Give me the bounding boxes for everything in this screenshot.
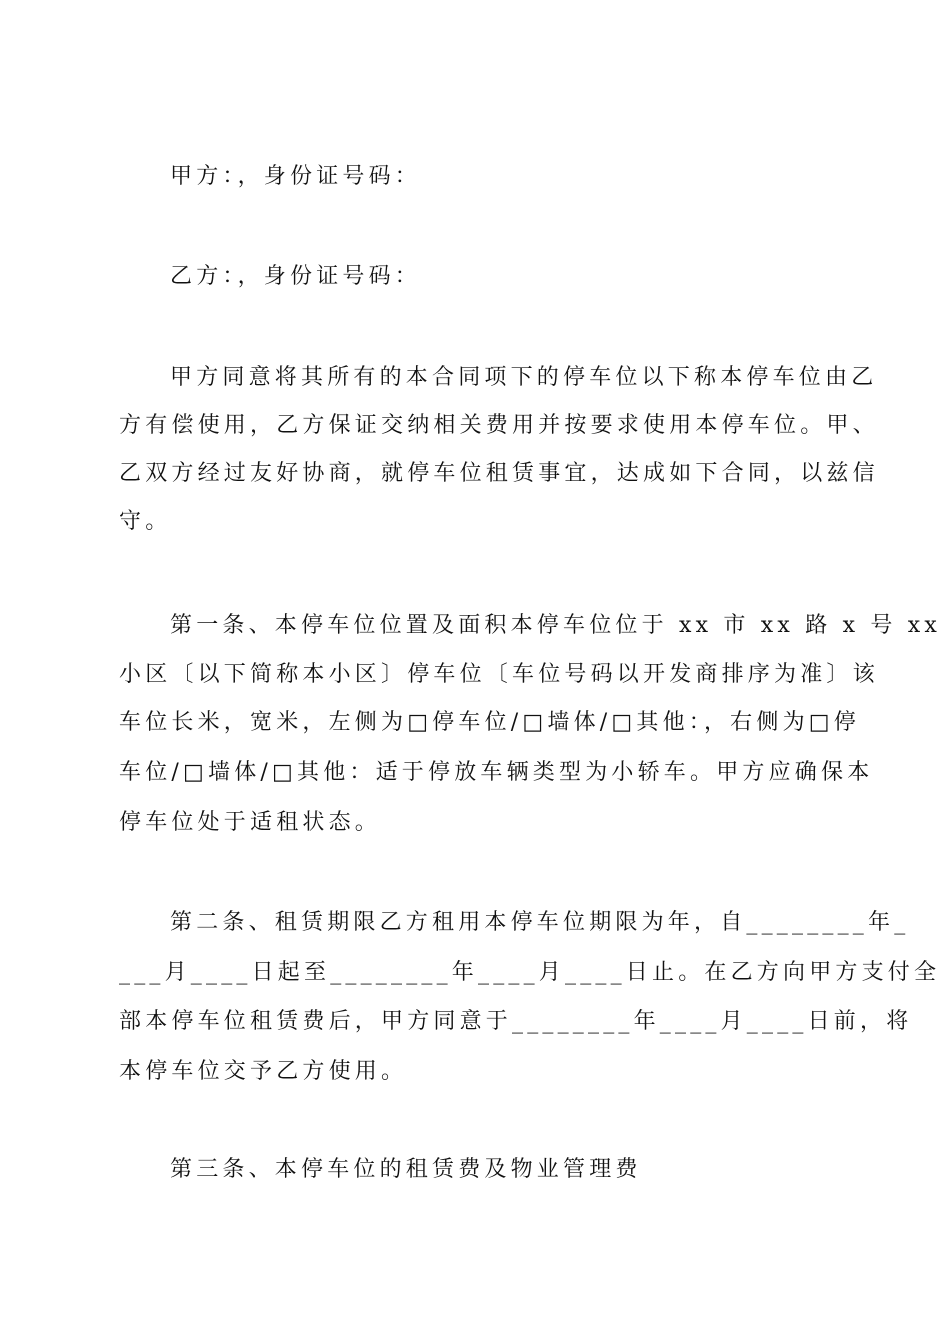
- article-2-line: ___月____日起至________年____月____日止。在乙方向甲方支付全: [119, 960, 941, 985]
- party-a-line: 甲方：，身份证号码：: [170, 164, 422, 189]
- article-1-line: 车位长米，宽米，左侧为□停车位/□墙体/□其他：，右侧为□停: [119, 710, 860, 735]
- article-2-line: 本停车位交予乙方使用。: [119, 1059, 408, 1084]
- article-1-line: 第一条、本停车位位置及面积本停车位位于 xx 市 xx 路 x 号 xx: [170, 613, 942, 638]
- article-1-line: 小区〔以下简称本小区〕停车位〔车位号码以开发商排序为准〕该: [119, 662, 879, 687]
- article-1-line: 车位/□墙体/□其他：适于停放车辆类型为小轿车。甲方应确保本: [119, 760, 874, 785]
- intro-line: 甲方同意将其所有的本合同项下的停车位以下称本停车位由乙: [170, 365, 878, 390]
- intro-line: 乙双方经过友好协商，就停车位租赁事宜，达成如下合同，以兹信: [119, 461, 879, 486]
- article-2-line: 部本停车位租赁费后，甲方同意于________年____月____日前，将: [119, 1009, 913, 1034]
- party-b-line: 乙方：，身份证号码：: [170, 264, 422, 289]
- intro-line: 方有偿使用，乙方保证交纳相关费用并按要求使用本停车位。甲、: [119, 413, 879, 438]
- article-3-title: 第三条、本停车位的租赁费及物业管理费: [170, 1157, 642, 1182]
- intro-line: 守。: [119, 509, 172, 534]
- article-1-line: 停车位处于适租状态。: [119, 810, 382, 835]
- article-2-line: 第二条、租赁期限乙方租用本停车位期限为年，自________年_: [170, 910, 910, 935]
